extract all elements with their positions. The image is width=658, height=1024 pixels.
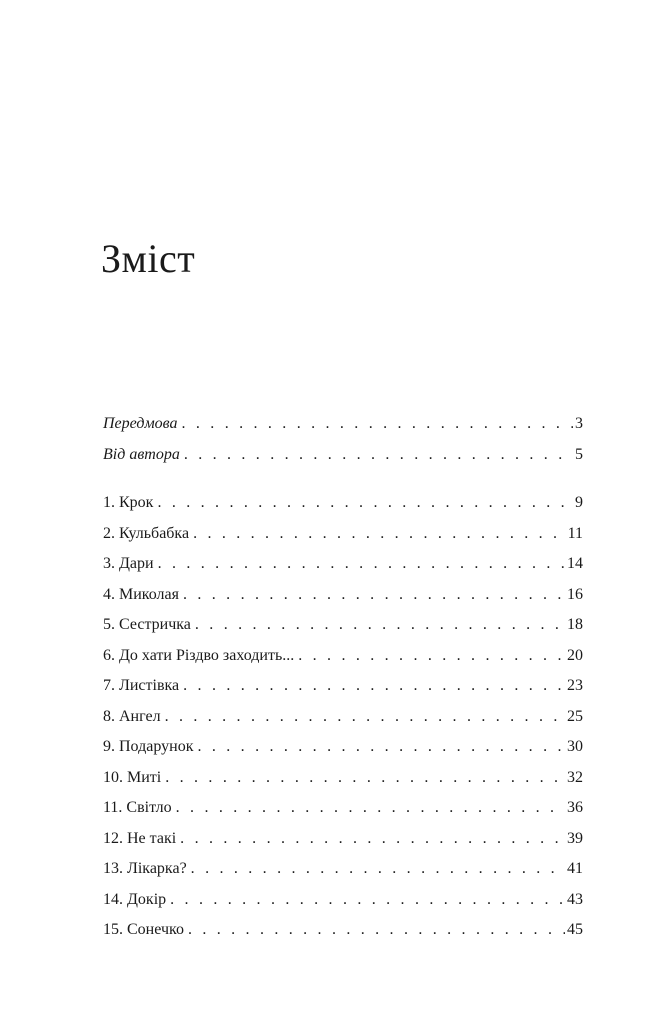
dot-leader [184,446,573,464]
dot-leader [182,415,574,433]
toc-entry [103,525,583,556]
toc-entry [103,555,583,586]
toc-entry-page: 32 [567,768,583,786]
toc-entry-page: 5 [575,445,583,463]
toc-entry-page: 16 [567,585,583,603]
toc-entry-label: 1. Крок [103,494,154,511]
toc-entry-page: 23 [567,677,583,694]
section-gap [103,476,583,494]
toc-entry-page: 39 [567,829,583,847]
toc-entry-page: 9 [575,494,583,511]
toc-entry-page: 45 [567,921,583,938]
toc-entry-label: 4. Миколая [103,585,179,603]
dot-leader [183,677,565,695]
dot-leader [170,891,565,909]
toc-entry-page: 3 [575,415,583,432]
toc-entry-label: 13. Лікарка? [103,860,187,877]
toc-entry [103,860,583,891]
toc-entry-page: 11 [567,524,583,542]
toc-entry-label: Передмова [103,415,178,432]
toc-entry [103,708,583,739]
toc-entry [103,586,583,617]
toc-entry-label: 14. Докір [103,890,167,908]
toc-entry [103,616,583,647]
dot-leader [176,799,565,817]
toc-entry-label: 5. Сестричка [103,616,191,633]
toc-entry [103,830,583,861]
dot-leader [197,738,565,756]
dot-leader [195,616,565,634]
toc-entry-page: 25 [567,707,583,725]
page-title: Зміст [101,235,196,281]
dot-leader [193,525,566,543]
toc-entry-label: 7. Листівка [103,677,180,694]
toc-entry-label: 15. Сонечко [103,921,184,938]
dot-leader [158,555,565,573]
toc-entry-label: 2. Кульбабка [103,524,190,542]
toc-entry [103,494,583,525]
dot-leader [188,921,565,939]
toc-entry-label: 8. Ангел [103,707,161,725]
toc-entry-page: 20 [567,646,583,664]
dot-leader [298,647,565,665]
dot-leader [165,769,565,787]
toc-entry-page: 41 [567,860,583,877]
toc-entry-label: 10. Миті [103,768,162,786]
table-of-contents [103,415,583,952]
toc-entry-label: Від автора [103,445,180,463]
toc-entry-label: 6. До хати Різдво заходить... [103,646,295,664]
dot-leader [180,830,565,848]
toc-entry [103,799,583,830]
toc-entry-page: 43 [567,890,583,908]
dot-leader [191,860,565,878]
toc-entry [103,891,583,922]
dot-leader [165,708,565,726]
toc-entry [103,677,583,708]
toc-entry [103,647,583,678]
toc-entry [103,769,583,800]
toc-entry-label: 9. Подарунок [103,738,194,755]
toc-entry-from-author [103,446,583,477]
toc-entry-label: 11. Світло [103,799,172,816]
dot-leader [183,586,565,604]
toc-entry-page: 14 [567,555,583,572]
toc-entry-page: 36 [567,799,583,816]
toc-entry-page: 18 [567,616,583,633]
toc-entry-label: 3. Дари [103,555,154,572]
toc-entry-foreword [103,415,583,446]
toc-entry [103,921,583,952]
toc-entry-label: 12. Не такі [103,829,177,847]
toc-entry [103,738,583,769]
dot-leader [157,494,573,512]
toc-entry-page: 30 [567,738,583,755]
